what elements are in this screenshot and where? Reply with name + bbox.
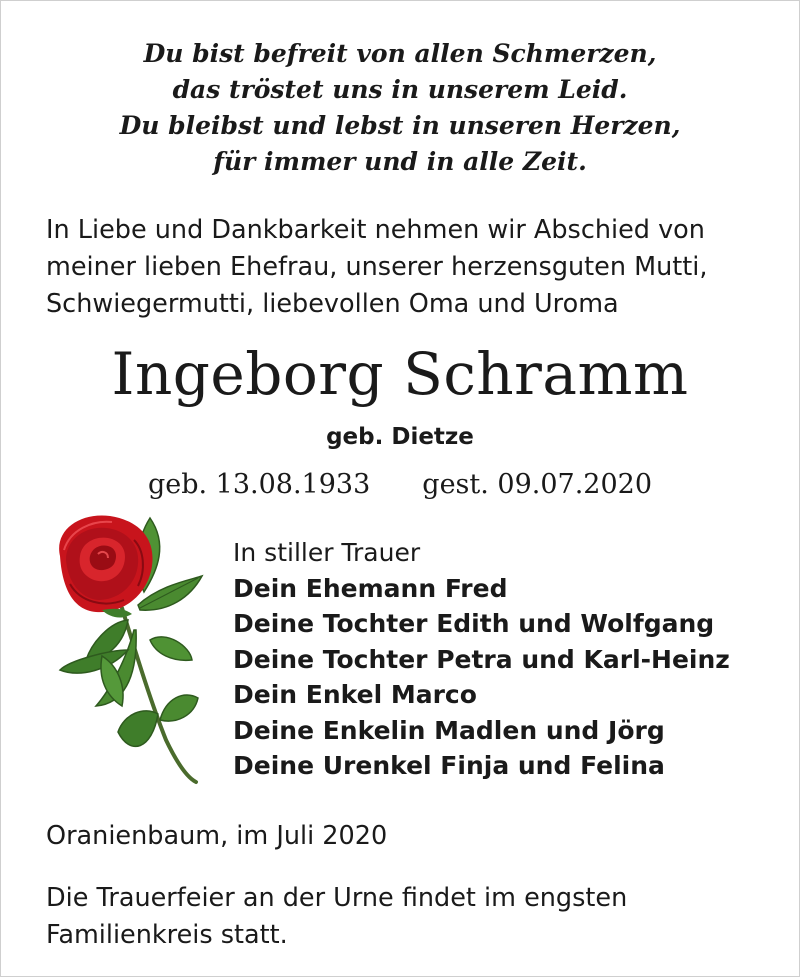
poem (0, 36, 800, 180)
intro-line: In Liebe und Dankbarkeit nehmen wir Abschied von (46, 215, 705, 245)
funeral-line: Familienkreis statt. (46, 920, 288, 950)
poem-line: Du bist befreit von allen Schmerzen, (143, 39, 657, 68)
birth-date: geb. 13.08.1933 (147, 469, 371, 500)
mourning-lead: In stiller Trauer (233, 538, 421, 567)
family-member: Deine Enkelin Madlen und Jörg (233, 715, 665, 745)
intro-line: meiner lieben Ehefrau, unserer herzensguten Mutti, (46, 252, 708, 282)
family-member: Dein Ehemann Fred (233, 573, 508, 603)
poem-line: das tröstet uns in unserem Leid. (172, 75, 628, 104)
family-member: Deine Tochter Edith und Wolfgang (233, 609, 715, 638)
intro-line: Schwiegermutti, liebevollen Oma und Uroma (46, 289, 619, 319)
deceased-name: Ingeborg Schramm (111, 340, 689, 408)
intro-text (46, 212, 776, 323)
life-dates (0, 465, 800, 505)
funeral-note (46, 880, 776, 954)
mourners-list (233, 535, 793, 784)
poem-line: für immer und in alle Zeit. (213, 147, 587, 176)
maiden-name: geb. Dietze (326, 424, 474, 450)
family-member: Deine Urenkel Finja und Felina (233, 751, 665, 780)
family-member: Deine Tochter Petra und Karl-Heinz (233, 644, 730, 674)
poem-line: Du bleibst und lebst in unseren Herzen, (119, 111, 681, 140)
death-date: gest. 09.07.2020 (422, 469, 653, 500)
family-member: Dein Enkel Marco (233, 680, 477, 709)
place-date: Oranienbaum, im Juli 2020 (46, 821, 388, 851)
funeral-line: Die Trauerfeier an der Urne findet im engsten (46, 883, 628, 913)
red-rose-icon (40, 510, 215, 790)
